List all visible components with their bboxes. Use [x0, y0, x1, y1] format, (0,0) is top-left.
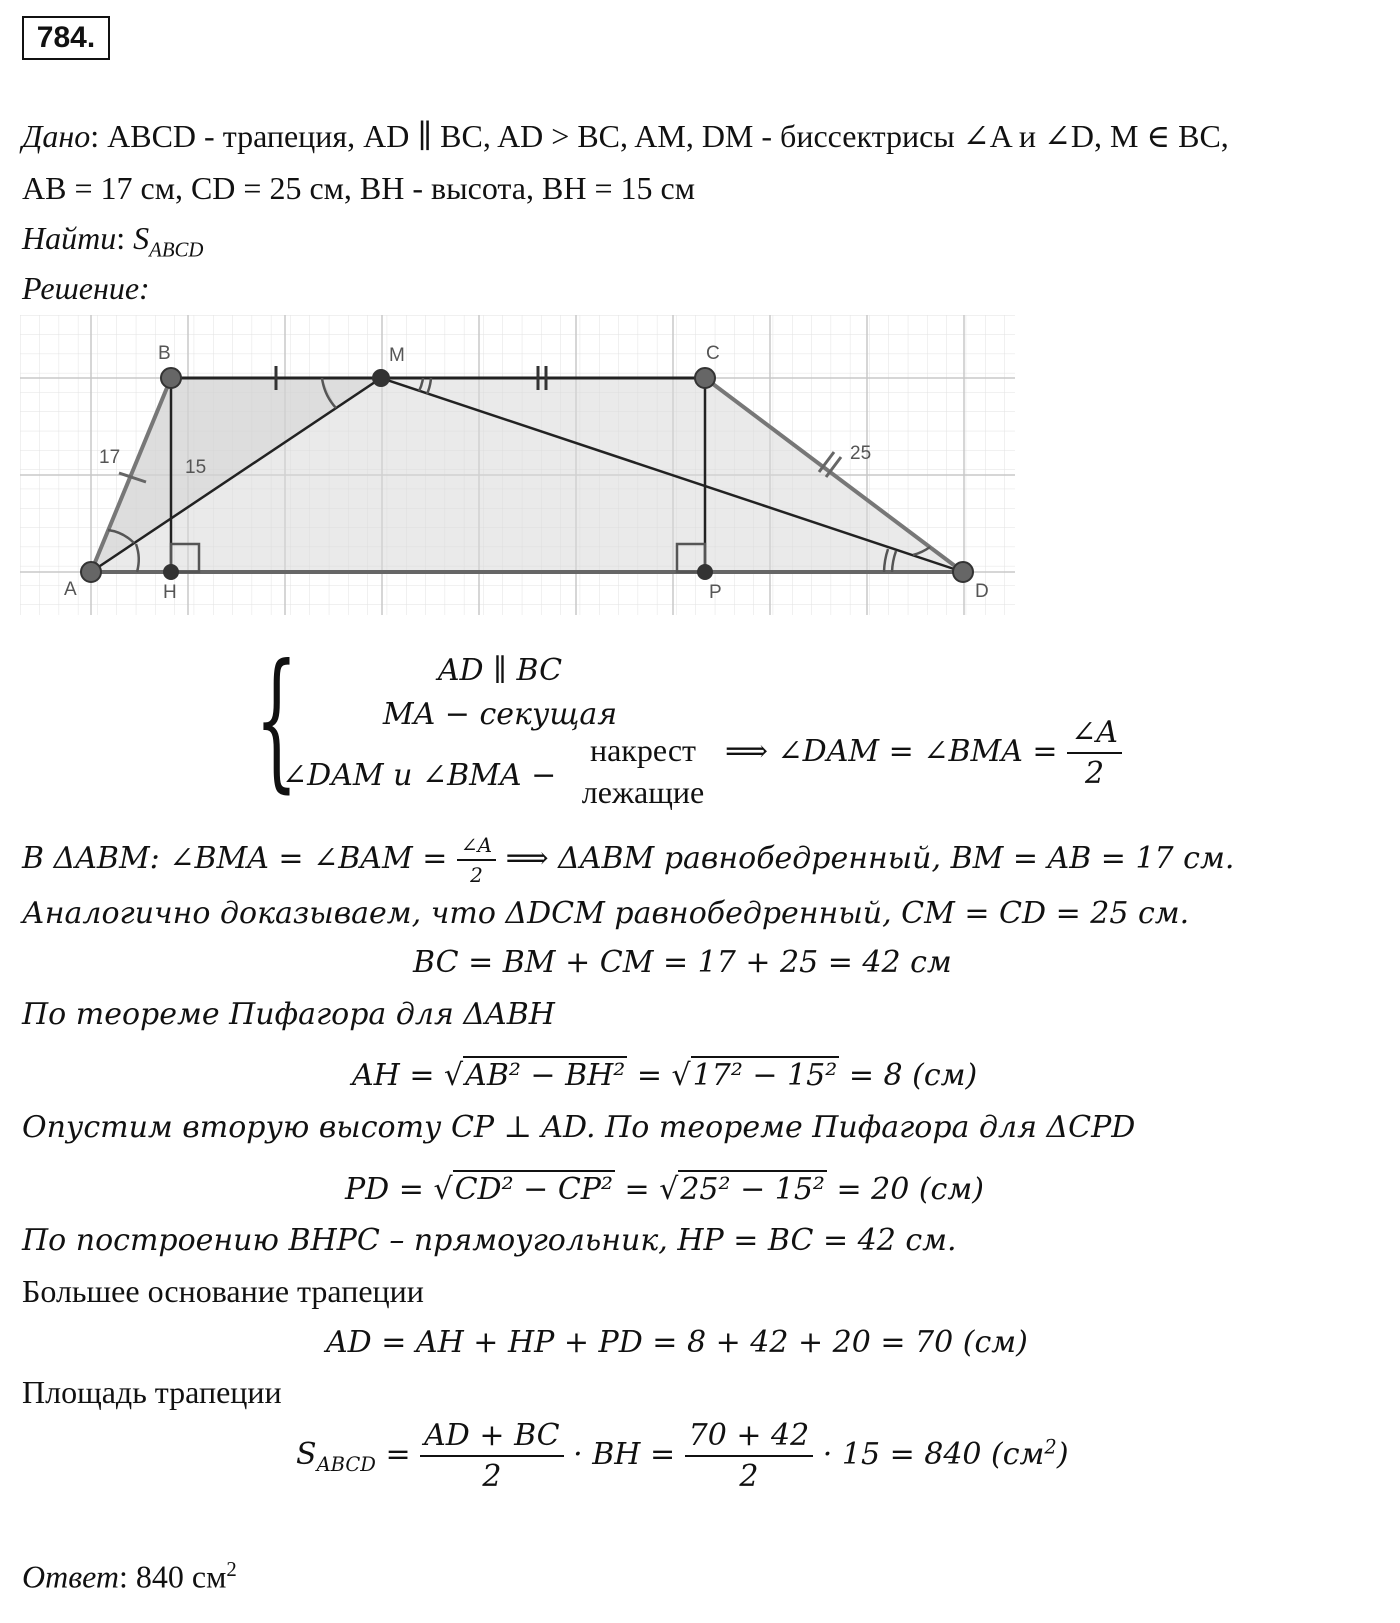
step-12-fraction-1 — [420, 1418, 563, 1494]
find-line: Найти: $S_{ABCD}$ — [22, 220, 204, 262]
step-5-post: = 8 (см) — [839, 1058, 978, 1093]
point-c — [695, 368, 715, 388]
solution-label: Решение: — [22, 270, 150, 306]
step-7 — [345, 1172, 984, 1207]
step-12-close: ) — [1056, 1437, 1069, 1472]
system-result-text: ⟹ ∠DAM = ∠BMA = — [725, 734, 1058, 769]
step-4: По теореме Пифагора для ΔABH — [22, 997, 555, 1032]
system-fraction — [1067, 715, 1122, 791]
step-12-mul-1: · BH = — [573, 1437, 676, 1472]
system-line-2: MA − секущая — [382, 697, 618, 732]
label-d: D — [975, 581, 989, 602]
trapezoid-figure — [20, 315, 1020, 620]
step-1-post: ⟹ ΔABM равнобедренный, BM = AB = 17 см. — [505, 841, 1235, 876]
label-m: M — [389, 345, 405, 366]
step-3: BC = BM + CM = 17 + 25 = 42 см — [413, 945, 952, 980]
label-h: H — [163, 582, 177, 603]
step-12-eq: = — [385, 1437, 411, 1472]
point-p — [698, 565, 712, 579]
label-p: P — [709, 582, 722, 603]
given-line-1 — [22, 120, 1229, 152]
step-11: Площадь трапеции — [22, 1374, 282, 1410]
step-12-f2-num: 70 + 42 — [685, 1418, 814, 1457]
find-label: Найти — [22, 220, 117, 256]
step-8: По построению BHPC – прямоугольник, HP = BC = 42 см. — [22, 1223, 957, 1258]
step-1 — [22, 833, 1234, 887]
step-7-post: = 20 (см) — [826, 1172, 984, 1207]
system-frac-num: ∠A — [1067, 715, 1122, 754]
system-word-a: накрест — [589, 732, 697, 768]
point-m — [373, 370, 389, 386]
system-line-1: AD ∥ BC — [437, 653, 563, 688]
step-1-pre: В ΔABM: ∠BMA = ∠BAM = — [22, 841, 448, 876]
find-sub: ABCD — [149, 238, 204, 262]
step-7-rad-2: 25² − 15² — [680, 1172, 825, 1207]
given-label: Дано — [22, 118, 91, 154]
step-5-mid: = √ — [627, 1058, 691, 1093]
step-12-f1-num: AD + BC — [420, 1418, 563, 1457]
point-d — [953, 562, 973, 582]
label-b: B — [158, 343, 171, 364]
step-7-mid: = √ — [615, 1172, 679, 1207]
given-text-1: : ABCD - трапеция, AD ∥ BC, AD > BC, AM, DM - биссектрисы ∠A и ∠D, M ∈ BC, — [90, 118, 1229, 154]
step-12-mul-2: · 15 = 840 (см — [822, 1437, 1045, 1472]
system-line-3: ∠DAM и ∠BMA − — [282, 758, 557, 793]
label-ab-length: 17 — [99, 447, 121, 468]
step-5 — [352, 1058, 977, 1093]
step-5-rad-1: AB² − BH² — [465, 1058, 626, 1093]
label-bh-length: 15 — [185, 457, 207, 478]
label-cd-length: 25 — [850, 443, 872, 464]
step-7-rad-1: CD² − CP² — [454, 1172, 613, 1207]
answer-sup: 2 — [226, 1558, 237, 1581]
answer-label: Ответ — [22, 1558, 119, 1595]
system-frac-den: 2 — [1084, 756, 1105, 791]
step-12 — [296, 1418, 1069, 1494]
step-2: Аналогично доказываем, что ΔDCM равнобедренный, CM = CD = 25 см. — [22, 896, 1190, 931]
step-12-sup: 2 — [1044, 1435, 1057, 1459]
step-12-f1-den: 2 — [482, 1459, 502, 1494]
system-word-b: лежащие — [581, 774, 705, 810]
step-5-rad-2: 17² − 15² — [692, 1058, 838, 1093]
solution-label-text: Решение — [22, 270, 140, 306]
system-result — [725, 715, 1122, 791]
step-5-pre: AH = √ — [352, 1058, 464, 1093]
step-10: AD = AH + HP + PD = 8 + 42 + 20 = 70 (см) — [326, 1325, 1028, 1360]
answer-line — [22, 1558, 237, 1595]
system-brace: { — [255, 633, 298, 807]
find-value: S — [133, 220, 150, 256]
step-6: Опустим вторую высоту CP ⊥ AD. По теореме Пифагора для ΔCPD — [22, 1110, 1136, 1145]
point-a — [81, 562, 101, 582]
step-9: Большее основание трапеции — [22, 1273, 424, 1309]
step-12-f2-den: 2 — [739, 1459, 759, 1494]
step-7-pre: PD = √ — [345, 1172, 453, 1207]
step-1-frac-num: ∠A — [457, 833, 496, 861]
label-a: A — [64, 579, 77, 600]
step-12-s: S — [296, 1437, 317, 1472]
step-12-s-sub: ABCD — [316, 1452, 376, 1476]
label-c: C — [706, 343, 720, 364]
problem-number: 784. — [22, 16, 110, 60]
answer-value: : 840 см — [119, 1558, 227, 1595]
step-1-frac-den: 2 — [470, 863, 483, 887]
step-1-fraction — [457, 833, 496, 887]
given-line-2: AB = 17 см, CD = 25 см, BH - высота, BH = 15 см — [22, 170, 695, 206]
point-b — [161, 368, 181, 388]
point-h — [164, 565, 178, 579]
step-12-fraction-2 — [685, 1418, 814, 1494]
